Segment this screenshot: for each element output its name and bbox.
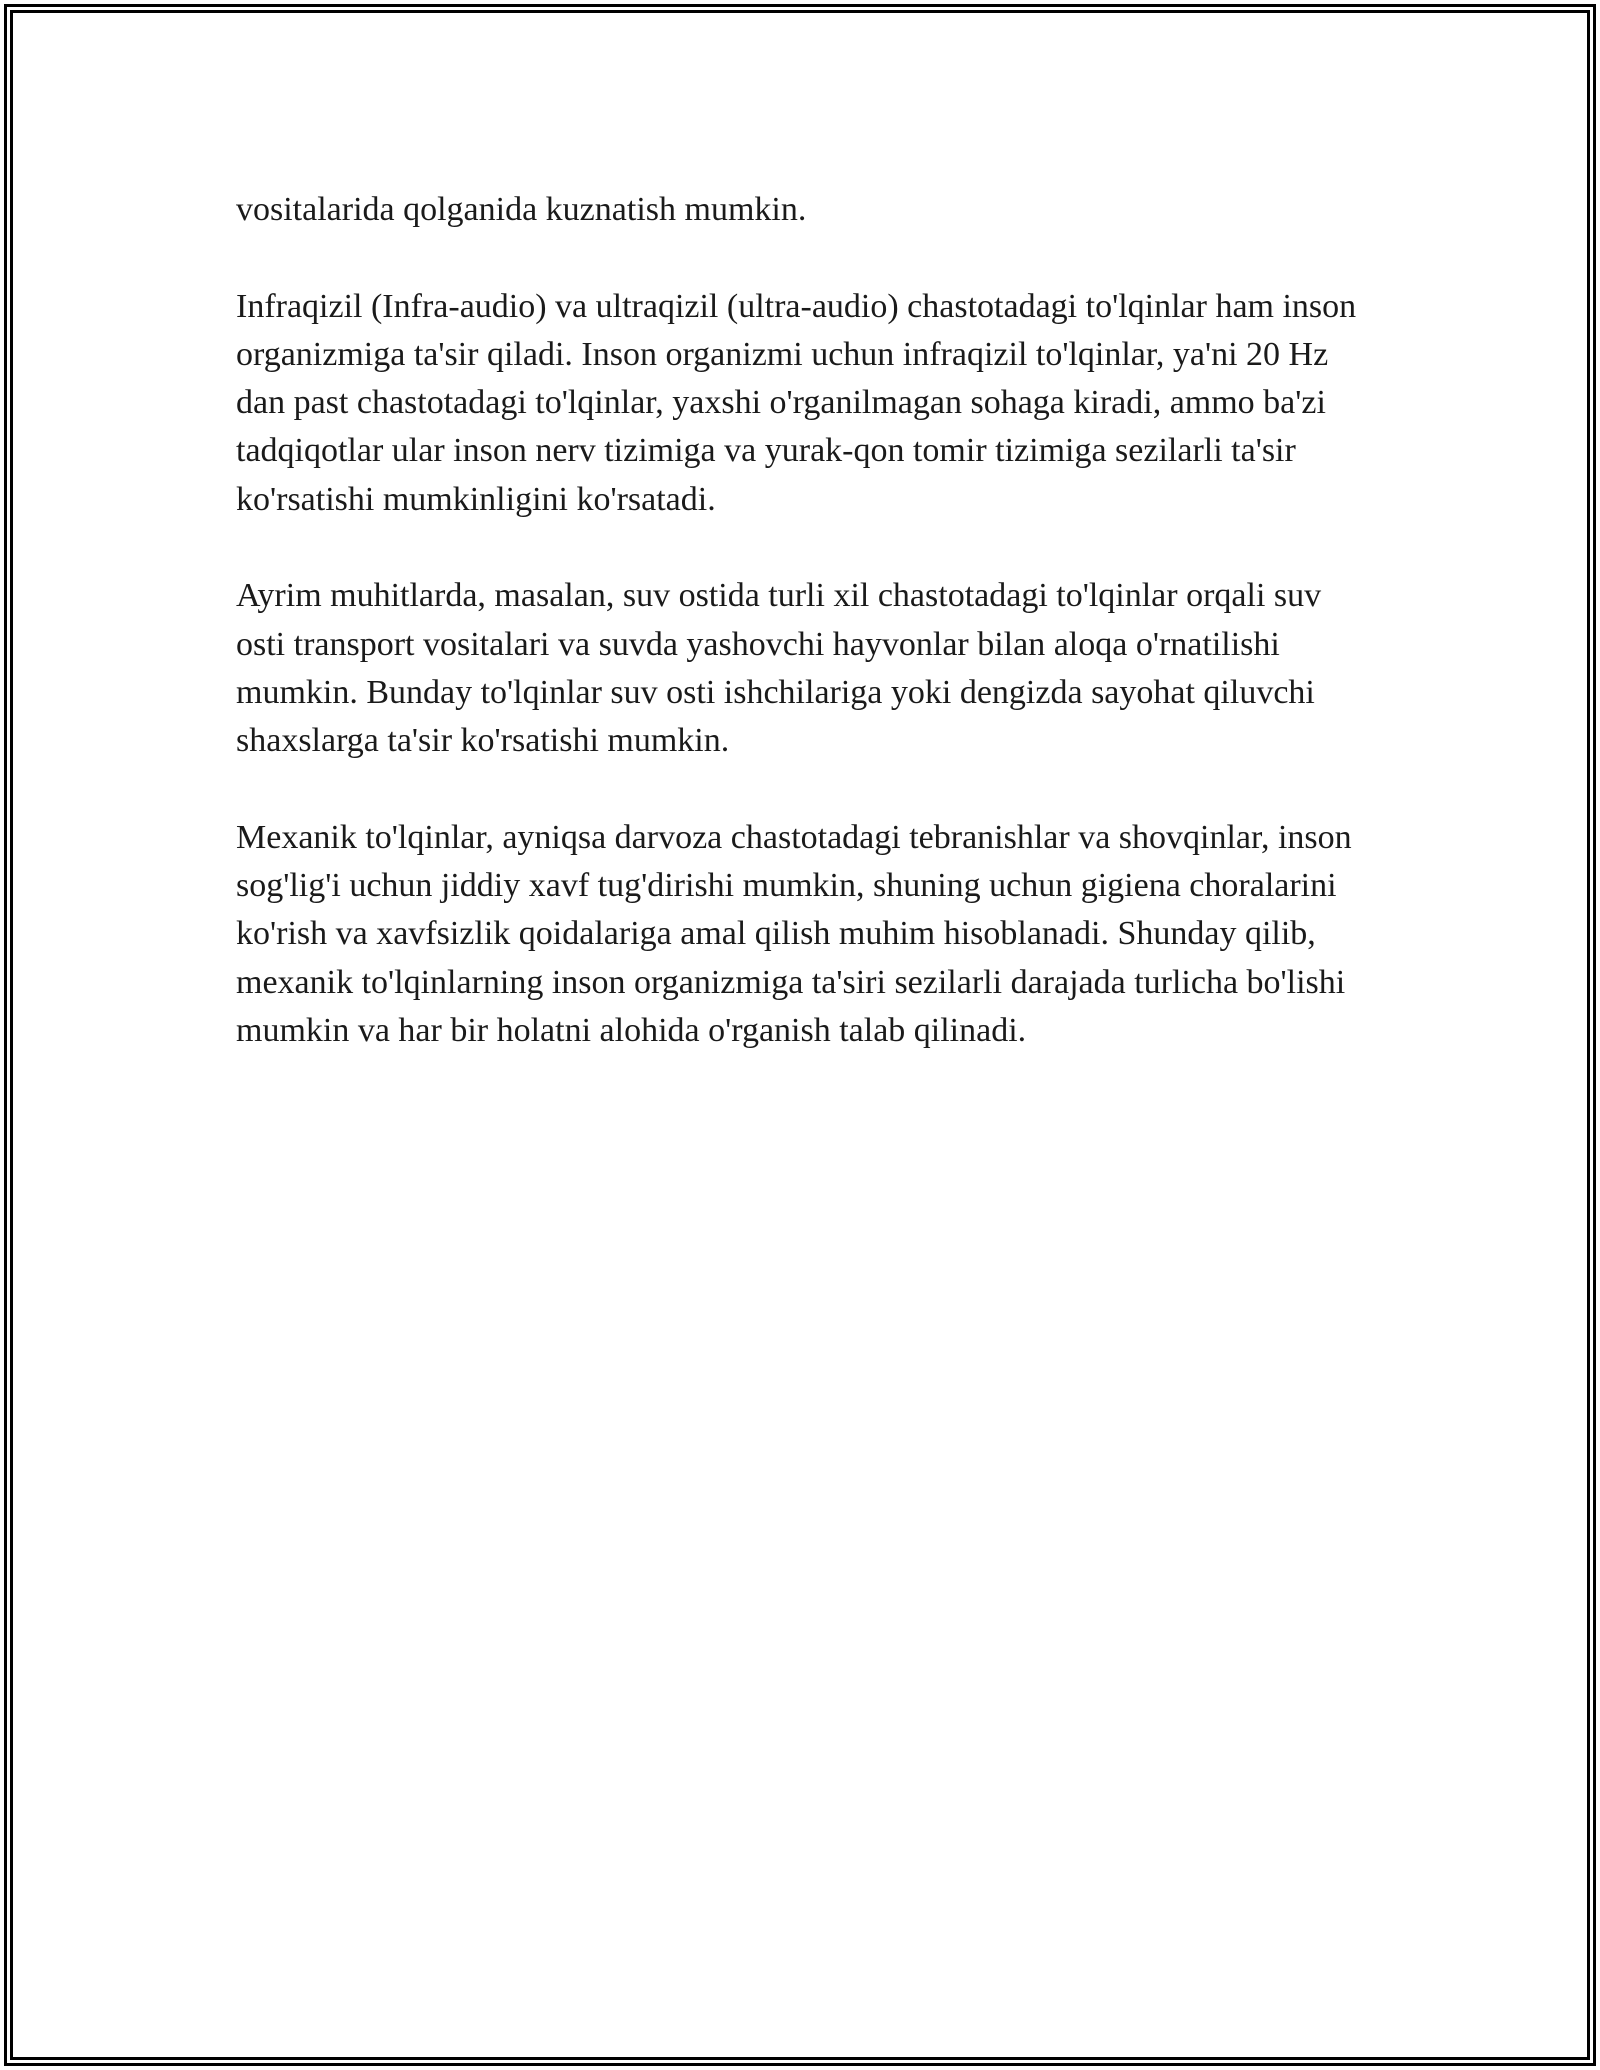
- paragraph: Ayrim muhitlarda, masalan, suv ostida turli xil chastotadagi to'lqinlar orqali suv osti transport vositalari va suvda yashovchi hayvonlar bilan aloqa o'rnatilishi mumkin. Bunday to'lqinlar suv osti ishchilariga yoki dengizda sayohat qiluvchi shaxslarga ta'sir ko'rsatishi mumkin.: [236, 577, 1322, 760]
- paragraph: Infraqizil (Infra-audio) va ultraqizil (ultra-audio) chastotadagi to'lqinlar ham inson organizmiga ta'sir qiladi. Inson organizmi uchun infraqizil to'lqinlar, ya'ni 20 Hz dan past chastotadagi to'lqinlar, yaxshi o'rganilmagan sohaga kiradi, ammo ba'zi tadqiqotlar ular inson nerv tizimiga va yurak-qon tomir tizimiga sezilarli ta'sir ko'rsatishi mumkinligini ko'rsatadi.: [236, 287, 1357, 518]
- paragraph: vositalarida qolganida kuznatish mumkin.: [236, 191, 807, 228]
- document-body: [236, 186, 1376, 1104]
- paragraph: Mexanik to'lqinlar, ayniqsa darvoza chastotadagi tebranishlar va shovqinlar, inson sog'lig'i uchun jiddiy xavf tug'dirishi mumkin, shuning uchun gigiena choralarini ko'rish va xavfsizlik qoidalariga amal qilish muhim hisoblanadi. Shunday qilib, mexanik to'lqinlarning inson organizmiga ta'siri sezilarli darajada turlicha bo'lishi mumkin va har bir holatni alohida o'rganish talab qilinadi.: [236, 818, 1352, 1050]
